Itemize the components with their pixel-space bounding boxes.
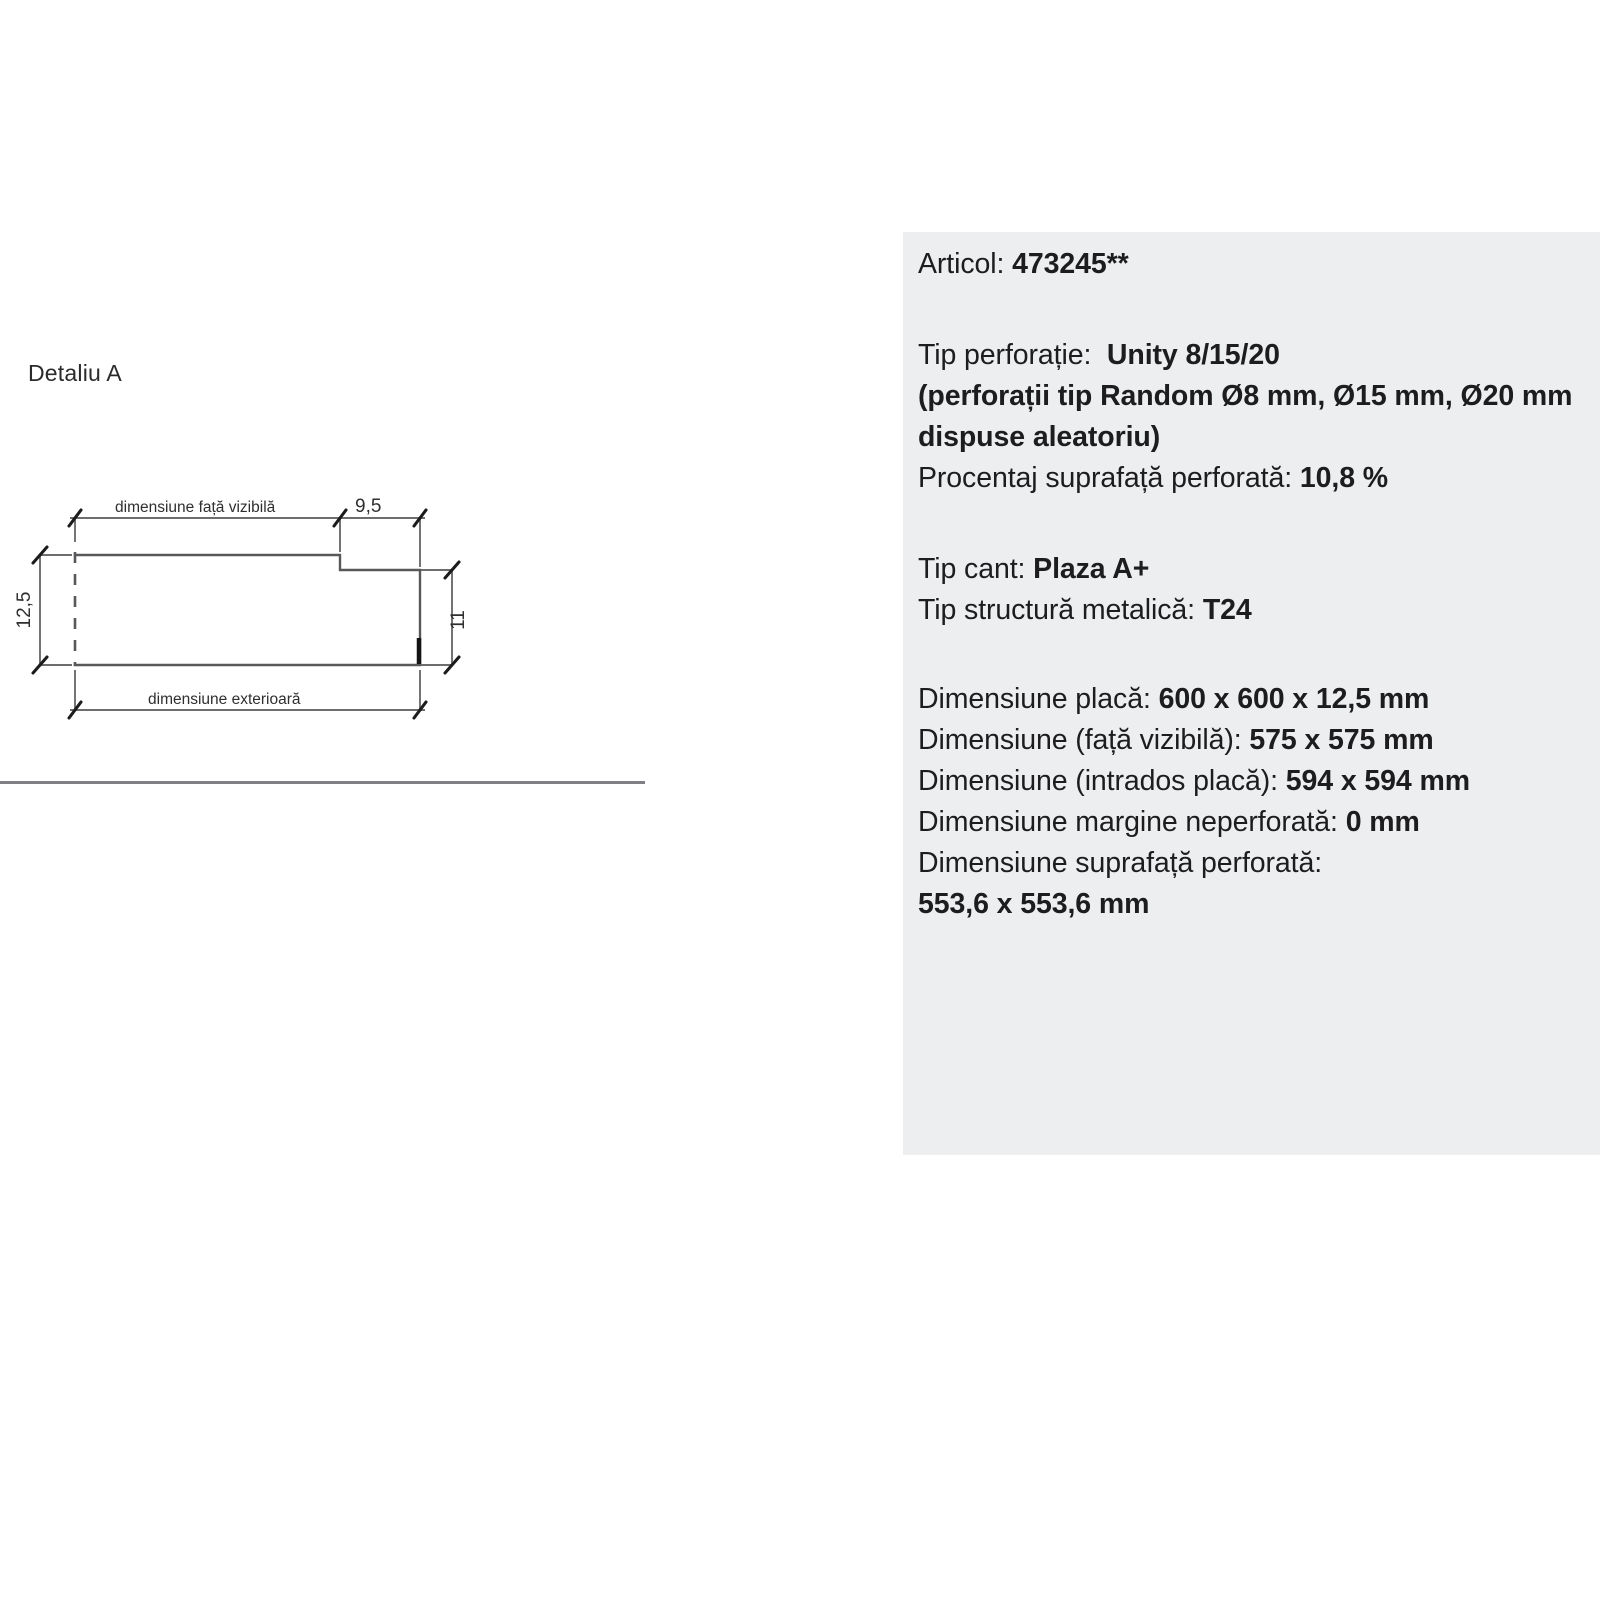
dim-label-9-5: 9,5 [355,496,382,517]
spec-perf-area-label: Dimensiune suprafață perforată: [918,847,1323,879]
spacer [918,631,1590,679]
spec-article-value: 473245** [1012,248,1129,280]
spec-edge-value: Plaza A+ [1033,553,1150,585]
spec-board-dim-label: Dimensiune placă: [918,683,1151,715]
spec-perforation [918,335,1590,376]
specification-list [918,244,1590,925]
spacer [918,499,1590,549]
spec-perforation-note: (perforații tip Random Ø8 mm, Ø15 mm, Ø20 mm dispuse aleatoriu) [918,380,1573,453]
spec-board-dim [918,679,1590,720]
spec-intrados-dim [918,761,1590,802]
spec-board-dim-value: 600 x 600 x 12,5 mm [1158,683,1430,715]
spec-margin-dim [918,802,1590,843]
spec-perforation-value: Unity 8/15/20 [1106,339,1280,371]
specification-panel [903,232,1600,1155]
spec-intrados-dim-value: 594 x 594 mm [1285,765,1470,797]
dim-label-exterior: dimensiune exterioară [148,691,301,708]
spec-perf-area-label-row [918,843,1590,884]
dim-label-11: 11 [448,610,469,630]
spec-grid [918,590,1590,631]
detail-title: Detaliu A [28,360,122,386]
spec-intrados-dim-label: Dimensiune (intrados placă): [918,765,1278,797]
spec-perforation-label: Tip perforație: [918,339,1092,371]
detail-a-section-drawing [0,470,520,740]
spec-grid-value: T24 [1202,594,1252,626]
spec-article-label: Articol: [918,248,1005,280]
spec-visible-dim-value: 575 x 575 mm [1249,724,1434,756]
spec-perforation-note-row [918,376,1590,458]
spec-margin-dim-value: 0 mm [1345,806,1420,838]
profile-outline [75,555,420,665]
spec-perf-area-value-row [918,884,1590,925]
spec-visible-dim-label: Dimensiune (față vizibilă): [918,724,1242,756]
dim-label-12-5: 12,5 [14,591,35,629]
spec-perforated-pct-label: Procentaj suprafață perforată: [918,462,1293,494]
spec-margin-dim-label: Dimensiune margine neperforată: [918,806,1338,838]
spacer [918,285,1590,335]
spec-grid-label: Tip structură metalică: [918,594,1195,626]
dim-label-visible-face: dimensiune față vizibilă [115,499,276,516]
spec-perforated-pct [918,458,1590,499]
spec-article [918,244,1590,285]
spec-visible-dim [918,720,1590,761]
spec-edge [918,549,1590,590]
spec-edge-label: Tip cant: [918,553,1026,585]
spec-perf-area-value: 553,6 x 553,6 mm [918,888,1150,920]
spec-perforated-pct-value: 10,8 % [1299,462,1389,494]
section-divider [0,781,645,784]
